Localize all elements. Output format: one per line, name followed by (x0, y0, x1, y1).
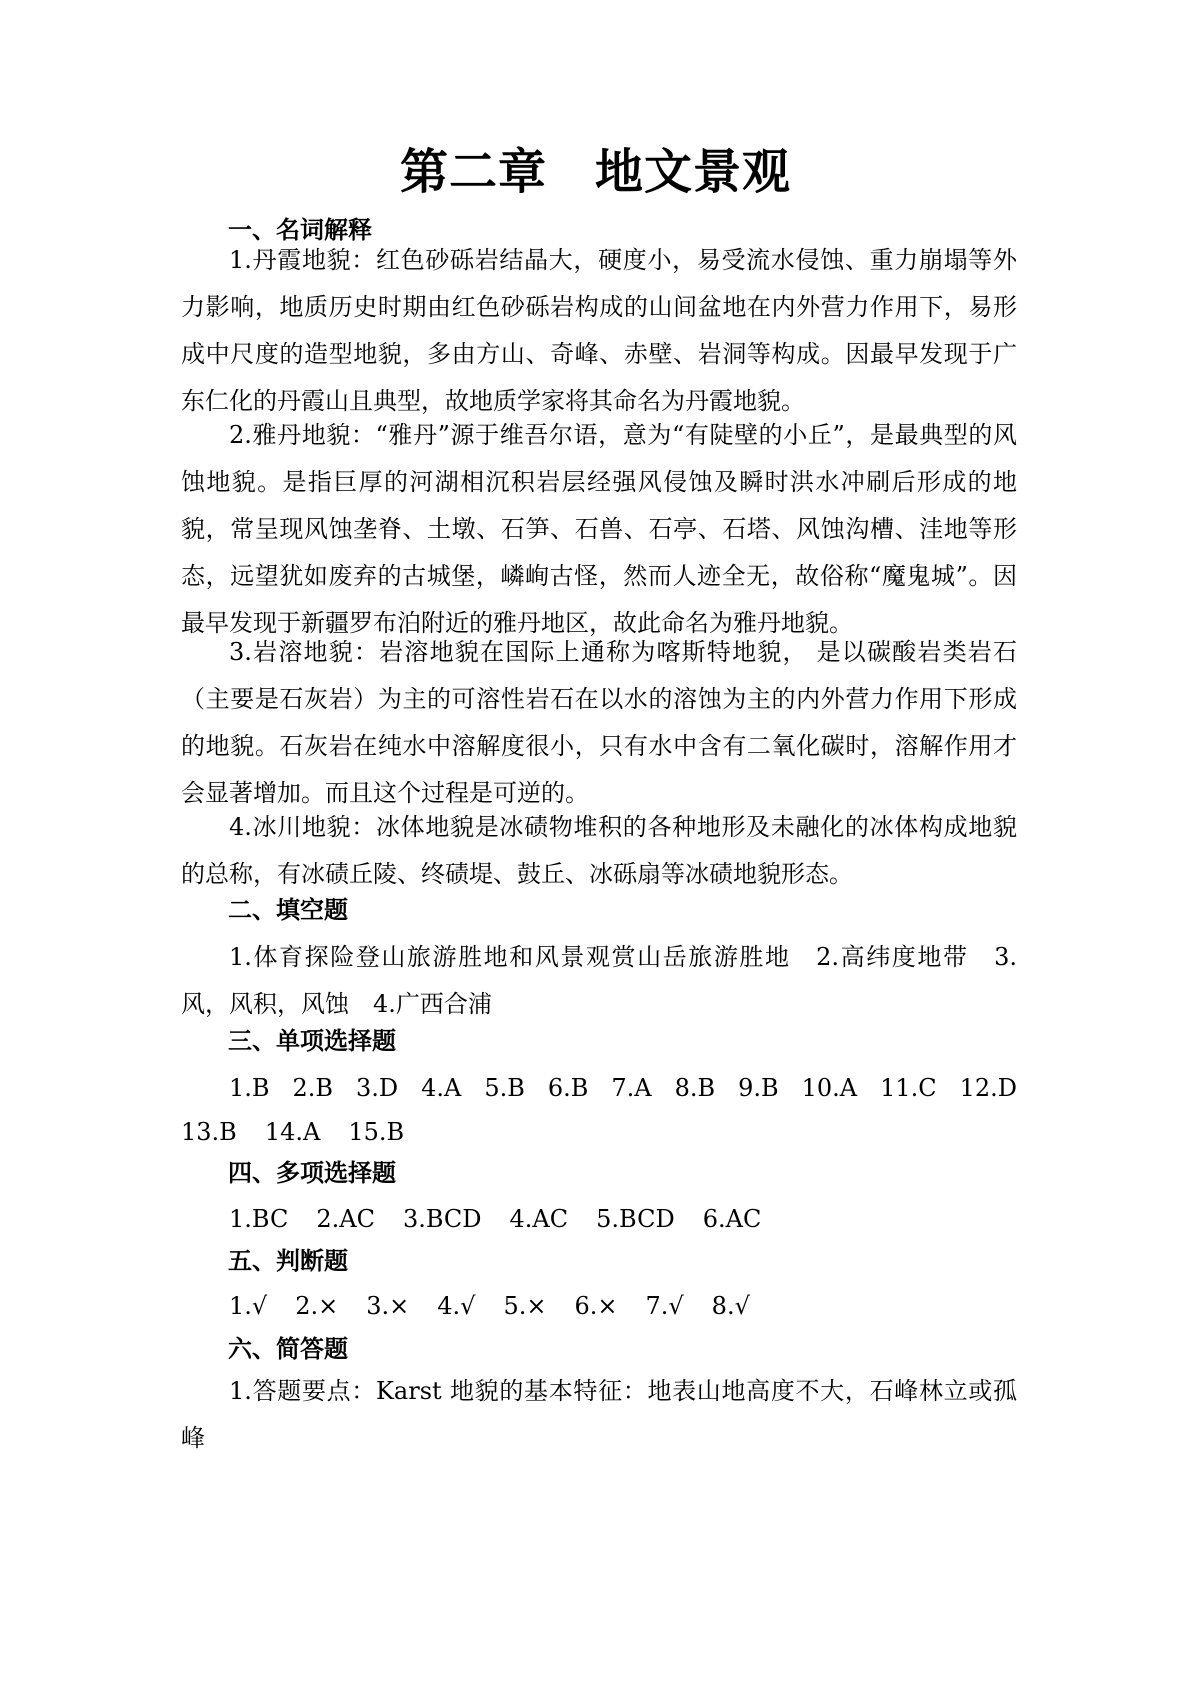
answer-item: 6.× (574, 1292, 618, 1320)
answer-item: 13.B (181, 1118, 237, 1146)
answer-item: 2.B (292, 1074, 334, 1102)
answer-item: 3.× (366, 1292, 410, 1320)
answer-item: 2.× (295, 1292, 339, 1320)
multi-choice-answers (229, 1203, 761, 1235)
answer-item: 7.√ (645, 1292, 684, 1320)
term-glacial: 4.冰川地貌：冰体地貌是冰碛物堆积的各种地形及未融化的冰体构成地貌的总称，有冰碛丘陵、终碛堤、鼓丘、冰砾扇等冰碛地貌形态。 (181, 813, 1017, 888)
chapter-number: 第二章 (399, 144, 547, 200)
answer-item: 5.B (484, 1074, 525, 1102)
answer-item: 4.A (421, 1074, 462, 1102)
single-choice-row-1 (229, 1072, 1017, 1104)
answer-item: 6.AC (702, 1205, 762, 1233)
single-choice-row-2 (181, 1116, 404, 1148)
section-heading-multi-choice: 四、多项选择题 (228, 1159, 396, 1187)
answer-item: 10.A (801, 1074, 858, 1102)
term-karst: 3.岩溶地貌：岩溶地貌在国际上通称为喀斯特地貌， 是以碳酸岩类岩石（主要是石灰岩）为主的可溶性岩石在以水的溶蚀为主的内外营力作用下形成的地貌。石灰岩在纯水中溶解度很小，只有水中含有二氧化碳时，溶解作用才会显著增加。而且这个过程是可逆的。 (181, 638, 1017, 807)
term-danxia: 1.丹霞地貌：红色砂砾岩结晶大，硬度小，易受流水侵蚀、重力崩塌等外力影响，地质历史时期由红色砂砾岩构成的山间盆地在内外营力作用下，易形成中尺度的造型地貌，多由方山、奇峰、赤壁、岩洞等构成。因最早发现于广东仁化的丹霞山且典型，故地质学家将其命名为丹霞地貌。 (181, 246, 1017, 415)
answer-item: 15.B (348, 1118, 405, 1146)
chapter-name: 地文景观 (595, 144, 792, 200)
term-yardang: 2.雅丹地貌：“雅丹”源于维吾尔语，意为“有陡壁的小丘”，是最典型的风蚀地貌。是指巨厚的河湖相沉积岩层经强风侵蚀及瞬时洪水冲刷后形成的地貌，常呈现风蚀垄脊、土墩、石笋、石兽、石亭、石塔、风蚀沟槽、洼地等形态，远望犹如废弃的古城堡，嶙峋古怪，然而人迹全无，故俗称“魔鬼城”。因最早发现于新疆罗布泊附近的雅丹地区，故此命名为雅丹地貌。 (181, 421, 1017, 637)
answer-item: 8.√ (711, 1292, 750, 1320)
answer-item: 9.B (738, 1074, 779, 1102)
section-heading-single-choice: 三、单项选择题 (228, 1027, 396, 1055)
answer-item: 1.√ (229, 1292, 268, 1320)
section-heading-short-answer: 六、简答题 (228, 1335, 348, 1363)
answer-item: 7.A (611, 1074, 652, 1102)
chapter-title (0, 142, 1191, 202)
answer-item: 4.√ (437, 1292, 476, 1320)
answer-item: 5.× (503, 1292, 547, 1320)
section-heading-terms: 一、名词解释 (228, 216, 372, 244)
answer-item: 1.B (229, 1074, 270, 1102)
answer-item: 4.AC (509, 1205, 569, 1233)
section-heading-true-false: 五、判断题 (228, 1247, 348, 1275)
answer-item: 11.C (880, 1074, 937, 1102)
answer-item: 3.BCD (402, 1205, 482, 1233)
answer-item: 3.D (356, 1074, 399, 1102)
true-false-answers (229, 1290, 750, 1322)
answer-item: 6.B (547, 1074, 589, 1102)
answer-item: 5.BCD (596, 1205, 675, 1233)
short-answer-1: 1.答题要点：Karst 地貌的基本特征：地表山地高度不大，石峰林立或孤峰 (181, 1377, 1017, 1452)
answer-item: 14.A (264, 1118, 321, 1146)
fill-answers: 1.体育探险登山旅游胜地和风景观赏山岳旅游胜地 2.高纬度地带 3.风，风积，风蚀 4.广西合浦 (181, 943, 1017, 1018)
answer-item: 12.D (959, 1074, 1017, 1102)
answer-item: 8.B (674, 1074, 716, 1102)
section-heading-fill: 二、填空题 (228, 896, 348, 924)
answer-item: 2.AC (316, 1205, 375, 1233)
answer-item: 1.BC (229, 1205, 289, 1233)
